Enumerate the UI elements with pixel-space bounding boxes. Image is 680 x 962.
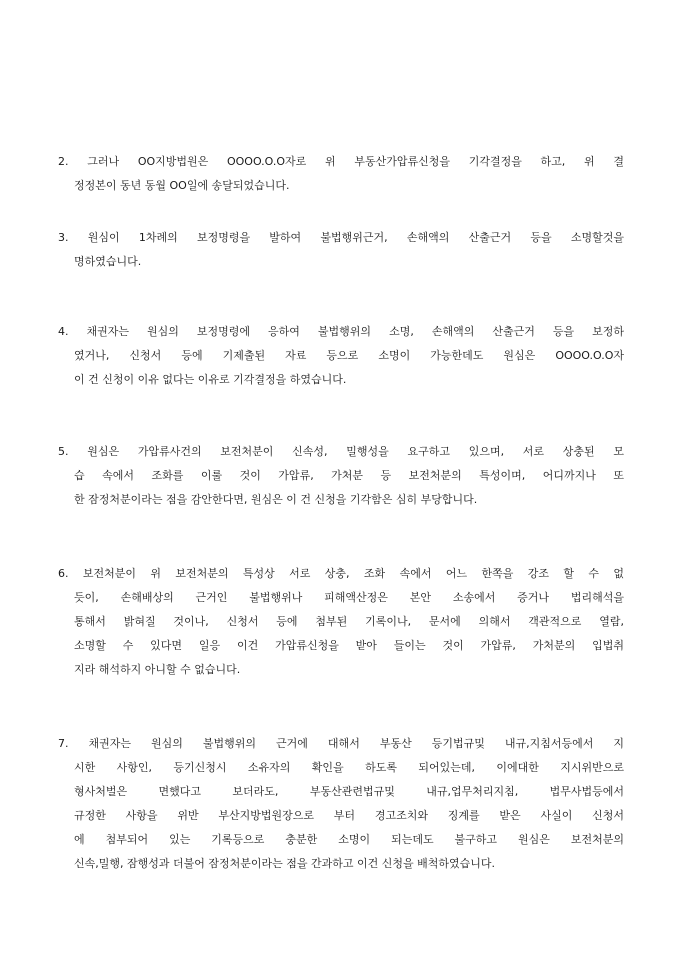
paragraph-line: 소명할 수 있다면 일응 이건 가압류신청을 받아 들이는 것이 가압류, 가처분의 입법취 — [74, 639, 624, 652]
paragraph-line: 규정한 사항을 위반 부산지방법원장으로 부터 경고조치와 징계를 받은 사실이 신청서 — [74, 809, 624, 822]
paragraph-line: 한 잠정처분이라는 점을 감안한다면, 원심은 이 건 신청을 기각함은 심히 부당합니다. — [74, 493, 478, 506]
paragraph-line: 정정본이 동년 동월 OO일에 송달되었습니다. — [74, 179, 290, 192]
paragraph-line: 이 건 신청이 이유 없다는 이유로 기각결정을 하였습니다. — [74, 373, 347, 386]
paragraph-line: 시한 사항인, 등기신청시 소유자의 확인을 하도록 되어있는데, 이에대한 지시위반으로 — [74, 761, 624, 774]
paragraph-line: 통해서 밝혀질 것이나, 신청서 등에 첨부된 기록이나, 문서에 의해서 객관적으로 열람, — [74, 615, 624, 628]
paragraph-line: 7. 채권자는 원심의 불법행위의 근거에 대해서 부동산 등기법규및 내규,지침서등에서 지 — [58, 737, 624, 750]
paragraph-line: 듯이, 손해배상의 근거인 불법행위나 피해액산정은 본안 소송에서 증거나 법리해석을 — [74, 591, 624, 604]
paragraph-5 — [58, 440, 624, 512]
paragraph-line: 6. 보전처분이 위 보전처분의 특성상 서로 상충, 조화 속에서 어느 한쪽을 강조 할 수 없 — [58, 567, 624, 580]
paragraph-4 — [58, 320, 624, 392]
paragraph-line: 3. 원심이 1차례의 보정명령을 발하여 불법행위근거, 손해액의 산출근거 등을 소명할것을 — [58, 231, 624, 244]
paragraph-3 — [58, 226, 624, 274]
paragraph-line: 4. 채권자는 원심의 보정명령에 응하여 불법행위의 소명, 손해액의 산출근거 등을 보정하 — [58, 325, 624, 338]
paragraph-6 — [58, 562, 624, 682]
paragraph-line: 지라 해석하지 아니할 수 없습니다. — [74, 663, 241, 676]
paragraph-line: 에 첨부되어 있는 기록등으로 충분한 소명이 되는데도 불구하고 원심은 보전처분의 — [74, 833, 624, 846]
paragraph-line: 명하였습니다. — [74, 255, 142, 268]
paragraph-line: 습 속에서 조화를 이룰 것이 가압류, 가처분 등 보전처분의 특성이며, 어디까지나 또 — [74, 469, 624, 482]
paragraph-line: 2. 그러나 OO지방법원은 OOOO.O.O자로 위 부동산가압류신청을 기각결정을 하고, 위 결 — [58, 155, 624, 168]
paragraph-7 — [58, 732, 624, 876]
paragraph-line: 형사처벌은 면했다고 보더라도, 부동산관련법규및 내규,업무처리지침, 법무사법등에서 — [74, 785, 624, 798]
paragraph-line: 신속,밀행, 잠행성과 더불어 잠정처분이라는 점을 간과하고 이건 신청을 배척하였습니다. — [74, 857, 495, 870]
paragraph-line: 5. 원심은 가압류사건의 보전처분이 신속성, 밀행성을 요구하고 있으며, 서로 상충된 모 — [58, 445, 624, 458]
paragraph-line: 였거나, 신청서 등에 기제출된 자료 등으로 소명이 가능한데도 원심은 OOOO.O.O자 — [74, 349, 624, 362]
paragraph-2 — [58, 150, 624, 198]
